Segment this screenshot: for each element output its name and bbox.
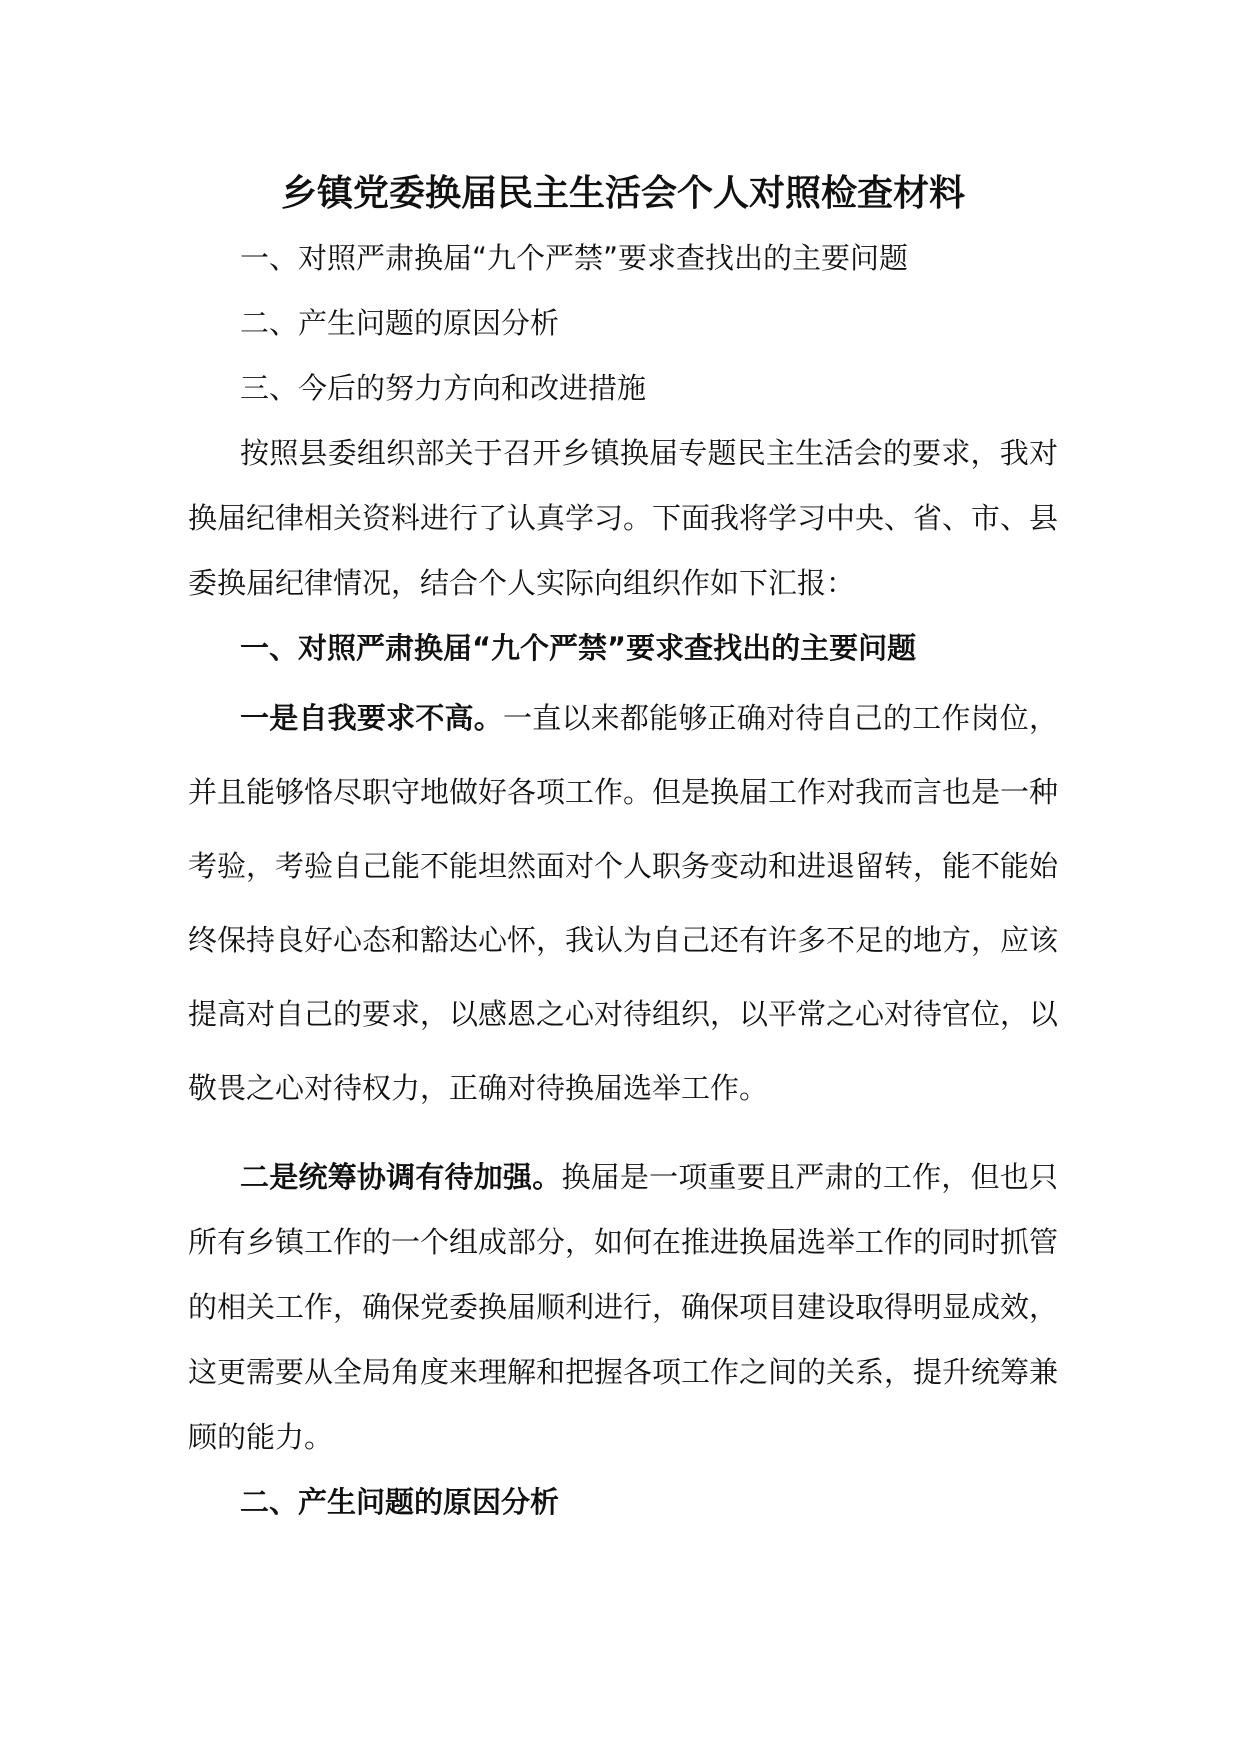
point-1-text: 一直以来都能够正确对待自己的工作岗位，并且能够恪尽职守地做好各项工作。但是换届工作对我而言也是一种考验，考验自己能不能坦然面对个人职务变动和进退留转，能不能始终保持良好心态和豁达心怀，我认为自己还有许多不足的地方，应该提高对自己的要求，以感恩之心对待组织，以平常之心对待官位，以敬畏之心对待权力，正确对待换届选举工作。 bbox=[188, 701, 1059, 1105]
toc-item-1: 一、对照严肃换届“九个严禁”要求查找出的主要问题 bbox=[240, 241, 909, 275]
section-heading-2: 二、产生问题的原因分析 bbox=[240, 1485, 560, 1519]
intro-paragraph: 按照县委组织部关于召开乡镇换届专题民主生活会的要求，我对换届纪律相关资料进行了认真学习。下面我将学习中央、省、市、县委换届纪律情况，结合个人实际向组织作如下汇报： bbox=[188, 436, 1059, 600]
point-2-text: 换届是一项重要且严肃的工作，但也只所有乡镇工作的一个组成部分，如何在推进换届选举工作的同时抓管的相关工作，确保党委换届顺利进行，确保项目建设取得明显成效，这更需要从全局角度来理解和把握各项工作之间的关系，提升统筹兼顾的能力。 bbox=[188, 1160, 1059, 1454]
point-1-lead: 一是自我要求不高。 bbox=[240, 701, 503, 735]
problem-point-1 bbox=[188, 681, 1058, 1125]
problem-point-2 bbox=[188, 1145, 1058, 1470]
toc-item-3: 三、今后的努力方向和改进措施 bbox=[240, 371, 647, 405]
toc-item-2: 二、产生问题的原因分析 bbox=[240, 306, 560, 340]
paragraph-gap bbox=[188, 1125, 1058, 1145]
document-page bbox=[188, 170, 1058, 1535]
section-heading-1: 一、对照严肃换届“九个严禁”要求查找出的主要问题 bbox=[240, 631, 917, 665]
point-2-lead: 二是统筹协调有待加强。 bbox=[240, 1160, 562, 1194]
document-title: 乡镇党委换届民主生活会个人对照检查材料 bbox=[280, 173, 965, 214]
table-of-contents bbox=[188, 226, 1058, 421]
